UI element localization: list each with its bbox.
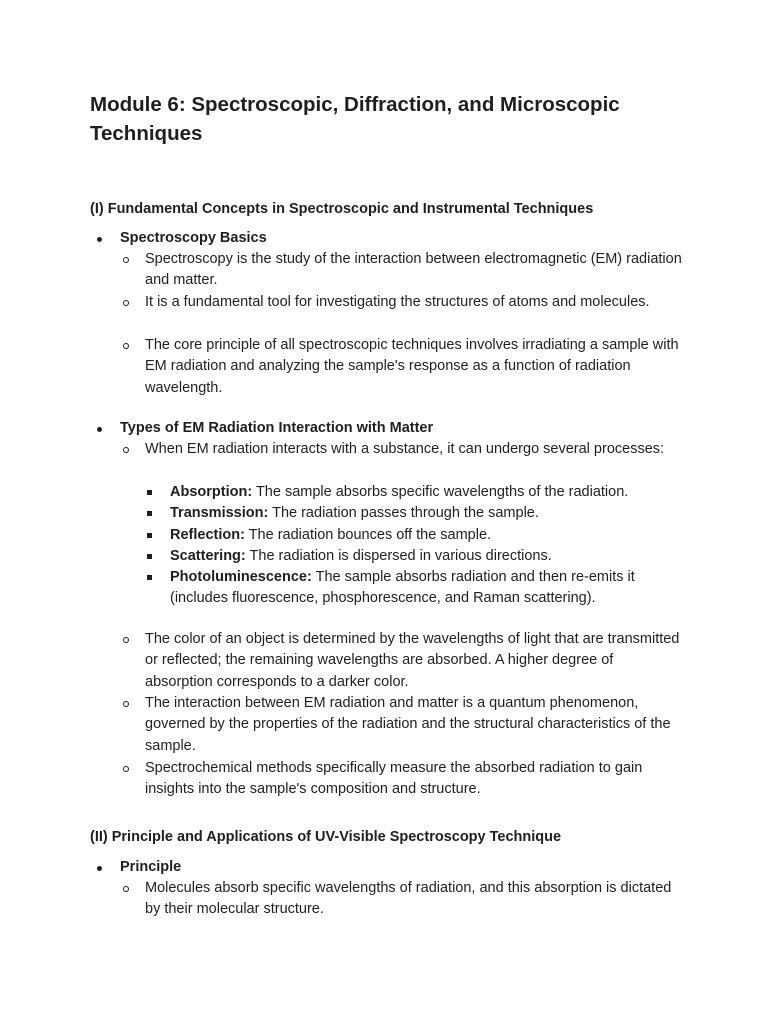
list-item-text: The interaction between EM radiation and matter is a quantum phenomenon, governed by the properties of the radiation and the structural characteristics of the sample. xyxy=(145,695,671,754)
process-item-absorption xyxy=(170,482,690,503)
process-desc: The sample absorbs specific wavelengths of the radiation. xyxy=(255,484,629,500)
list-item xyxy=(145,249,685,292)
process-desc: The sample absorbs radiation and then re-emits it (includes fluorescence, phosphorescence, and Raman scattering). xyxy=(170,569,635,607)
process-item-reflection xyxy=(170,525,690,546)
list-item xyxy=(145,292,685,313)
process-term: Transmission: xyxy=(170,505,269,521)
list-item-text: It is a fundamental tool for investigating the structures of atoms and molecules. xyxy=(145,294,650,310)
list-item-text: Spectroscopy is the study of the interaction between electromagnetic (EM) radiation and matter. xyxy=(145,251,682,289)
list-item xyxy=(145,693,685,757)
bullet-icon xyxy=(97,427,102,432)
list-item-principle xyxy=(120,857,690,878)
circle-bullet-icon xyxy=(123,257,129,263)
bullet-icon xyxy=(97,866,102,871)
square-bullet-icon xyxy=(147,490,152,495)
circle-bullet-icon xyxy=(123,766,129,772)
list-item-label: Spectroscopy Basics xyxy=(120,230,267,246)
list-item-spectroscopy-basics xyxy=(120,228,690,249)
circle-bullet-icon xyxy=(123,886,129,892)
square-bullet-icon xyxy=(147,533,152,538)
circle-bullet-icon xyxy=(123,701,129,707)
list-item-text: Spectrochemical methods specifically measure the absorbed radiation to gain insights into the sample's composition and structure. xyxy=(145,760,643,798)
list-item-text: When EM radiation interacts with a substance, it can undergo several processes: xyxy=(145,441,665,457)
process-term: Photoluminescence: xyxy=(170,569,312,585)
section-2-heading: (II) Principle and Applications of UV-Visible Spectroscopy Technique xyxy=(90,829,562,845)
page-title: Module 6: Spectroscopic, Diffraction, and Microscopic Techniques xyxy=(90,93,620,145)
process-item-scattering xyxy=(170,546,690,567)
square-bullet-icon xyxy=(147,554,152,559)
list-item-types-of-em-interaction xyxy=(120,418,690,439)
process-term: Scattering: xyxy=(170,548,246,564)
list-item xyxy=(145,878,685,921)
process-item-photoluminescence xyxy=(170,567,690,610)
process-term: Reflection: xyxy=(170,527,245,543)
process-desc: The radiation bounces off the sample. xyxy=(248,527,492,543)
list-item xyxy=(145,335,685,399)
list-item-text: The color of an object is determined by the wavelengths of light that are transmitted or reflected; the remaining wavelengths are absorbed. A higher degree of absorption corresponds to a darker color. xyxy=(145,631,680,690)
process-desc: The radiation passes through the sample. xyxy=(272,505,539,521)
list-item xyxy=(145,758,685,801)
square-bullet-icon xyxy=(147,511,152,516)
circle-bullet-icon xyxy=(123,637,129,643)
list-item-label: Types of EM Radiation Interaction with Matter xyxy=(120,420,434,436)
process-item-transmission xyxy=(170,503,690,524)
list-item-text: Molecules absorb specific wavelengths of radiation, and this absorption is dictated by their molecular structure. xyxy=(145,880,672,918)
circle-bullet-icon xyxy=(123,300,129,306)
bullet-icon xyxy=(97,237,102,242)
square-bullet-icon xyxy=(147,575,152,580)
list-item xyxy=(145,629,685,693)
section-1-heading: (I) Fundamental Concepts in Spectroscopic and Instrumental Techniques xyxy=(90,201,594,217)
process-desc: The radiation is dispersed in various directions. xyxy=(249,548,552,564)
list-item-text: The core principle of all spectroscopic techniques involves irradiating a sample with EM radiation and analyzing the sample's response as a function of radiation wavelength. xyxy=(145,337,679,396)
process-term: Absorption: xyxy=(170,484,253,500)
list-item xyxy=(145,439,685,460)
list-item-label: Principle xyxy=(120,859,182,875)
circle-bullet-icon xyxy=(123,447,129,453)
circle-bullet-icon xyxy=(123,343,129,349)
